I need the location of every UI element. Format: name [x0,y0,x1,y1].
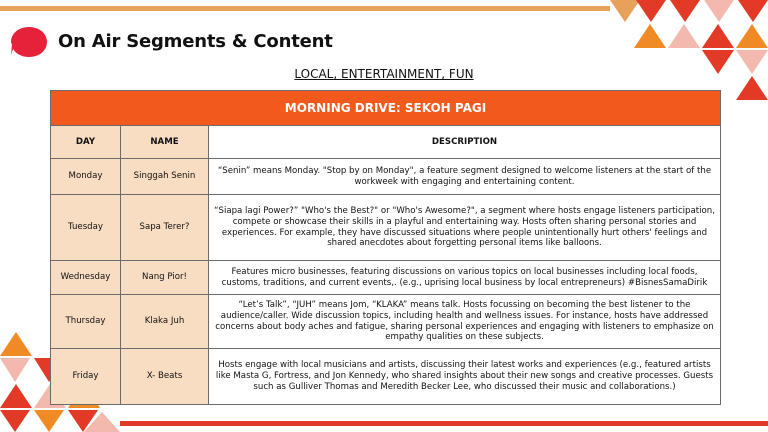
row-description: “Let’s Talk”, “JUH” means Jom, “KLAKA” means talk. Hosts focussing on becoming the best listener to the audience/caller. Wide discussion topics, including health and wellness issues. For instance, hosts have addressed concerns about body aches and fatigue, sharing personal experiences and engaging with listeners to emphasize on empathy qualities on these subjects. [209,295,721,349]
table-heading-row [51,91,721,126]
column-header-name: NAME [121,126,209,159]
row-name: Klaka Juh [121,295,209,349]
row-name: Nang Pior! [121,261,209,295]
top-accent-bar [0,6,610,11]
row-day: Friday [51,349,121,405]
bottom-accent-bar [120,421,768,426]
page-title: On Air Segments & Content [58,31,333,52]
table-row [51,349,721,405]
column-header-description: DESCRIPTION [209,126,721,159]
column-header-day: DAY [51,126,121,159]
row-name: Sapa Terer? [121,195,209,261]
table-row [51,295,721,349]
row-day: Wednesday [51,261,121,295]
top-right-triangle-pattern [610,0,768,100]
segments-table [50,90,721,405]
row-description: Features micro businesses, featuring discussions on various topics on local businesses including local foods, customs, traditions, and current events,. (e.g., uprising local business by local entrepreneurs) #BisnesSamaDirik [209,261,721,295]
table-row [51,159,721,195]
row-description: “Siapa lagi Power?” "Who's the Best?" or "Who's Awesome?", a segment where hosts engage listeners participation, compete or showcase their skills in a playful and entertaining way. Hosts often sharing personal stories and experiences. For example, they have discussed situations where people unintentionally hurt others' feelings and shared anecdotes about forgetting personal items like balloons. [209,195,721,261]
row-name: Singgah Senin [121,159,209,195]
row-day: Tuesday [51,195,121,261]
table-row [51,261,721,295]
page-subtitle: LOCAL, ENTERTAINMENT, FUN [294,67,474,81]
row-description: “Senin” means Monday. "Stop by on Monday", a feature segment designed to welcome listeners at the start of the workweek with engaging and entertaining content. [209,159,721,195]
row-name: X- Beats [121,349,209,405]
speech-bubble-logo-icon [10,26,48,58]
column-header-row [51,126,721,159]
table-heading: MORNING DRIVE: SEKOH PAGI [51,91,721,126]
row-day: Monday [51,159,121,195]
row-day: Thursday [51,295,121,349]
table-row [51,195,721,261]
row-description: Hosts engage with local musicians and artists, discussing their latest works and experiences (e.g., featured artists like Masta G, Fortress, and Jon Kennedy, who shared insights about their new songs and creative processes. Guests such as Gulliver Thomas and Meredith Becker Lee, who discussed their music and collaborations.) [209,349,721,405]
